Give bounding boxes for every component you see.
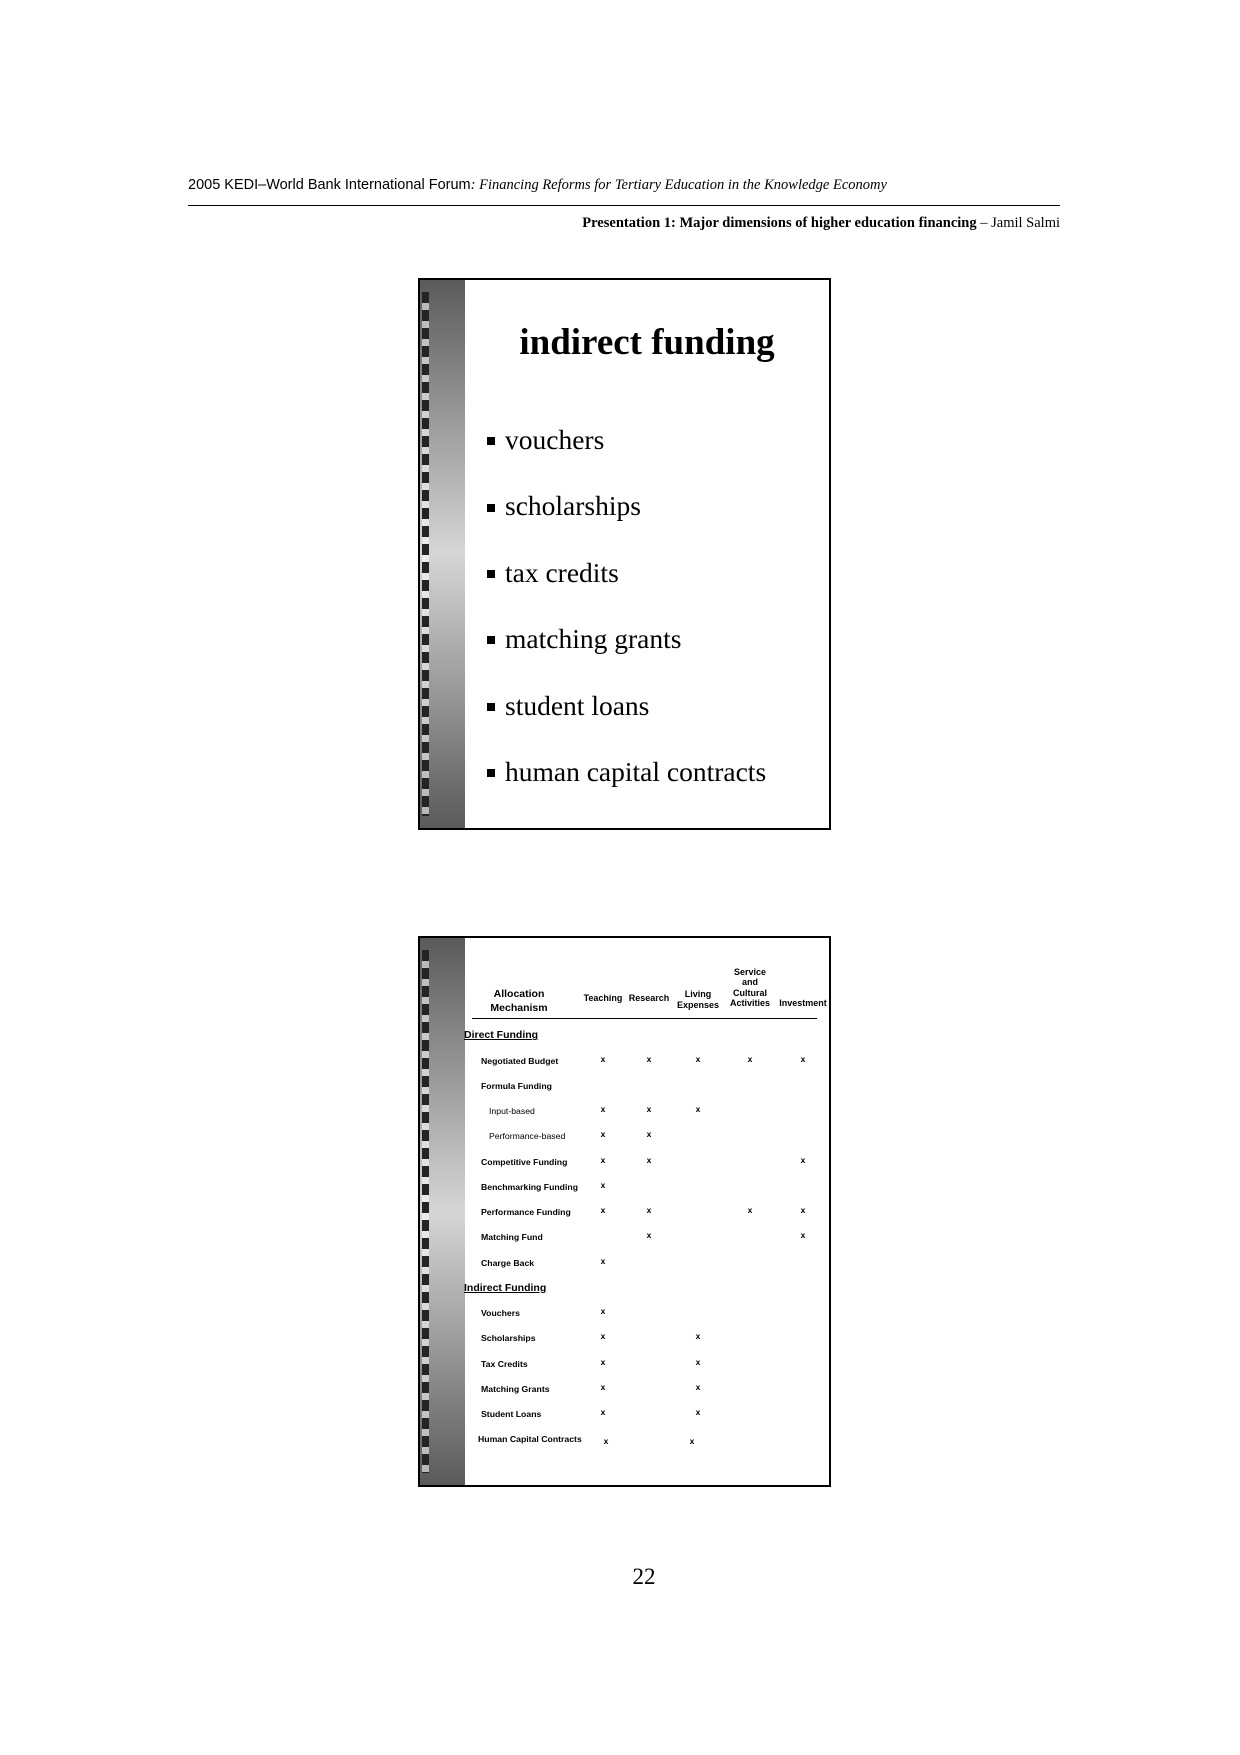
- bullet-item: [420, 673, 829, 739]
- row-label: Formula Funding: [481, 1080, 552, 1091]
- table-row: [420, 1150, 829, 1175]
- mark-teaching: x: [600, 1306, 606, 1317]
- forum-name: 2005 KEDI–World Bank International Forum: [188, 177, 471, 193]
- table-row: [420, 1326, 829, 1351]
- row-label: Scholarships: [481, 1333, 536, 1344]
- header-line: Research: [628, 992, 670, 1003]
- slide-indirect-funding: [418, 278, 831, 830]
- row-label: Matching Fund: [481, 1232, 543, 1243]
- header-underline: [472, 1018, 817, 1019]
- bullet-text: scholarships: [505, 490, 641, 522]
- column-header-living-expenses: [675, 989, 721, 1011]
- mark-investment: x: [800, 1230, 806, 1241]
- mark-teaching: x: [600, 1205, 606, 1216]
- header-line: and: [741, 977, 758, 988]
- table-row: [420, 1402, 829, 1427]
- mark-teaching: x: [600, 1331, 606, 1342]
- mark-service-cultural: x: [747, 1053, 753, 1064]
- mark-living-expenses: x: [695, 1104, 701, 1115]
- mark-teaching: x: [600, 1154, 606, 1165]
- mark-living-expenses: x: [695, 1356, 701, 1367]
- mark-living-expenses: x: [695, 1407, 701, 1418]
- bullet-square-icon: [487, 636, 495, 644]
- table-row: [420, 1352, 829, 1377]
- table-row: [420, 1074, 829, 1099]
- row-label: Student Loans: [481, 1409, 542, 1420]
- table-section-row: [420, 1023, 829, 1048]
- mark-research: x: [646, 1154, 652, 1165]
- bullet-square-icon: [487, 504, 495, 512]
- header-line: Cultural: [732, 987, 767, 998]
- mark-service-cultural: x: [747, 1205, 753, 1216]
- row-label: Tax Credits: [481, 1358, 528, 1369]
- mark-teaching: x: [600, 1356, 606, 1367]
- section-label: Direct Funding: [464, 1029, 539, 1042]
- bullet-text: human capital contracts: [505, 755, 767, 787]
- mark-research: x: [646, 1129, 652, 1140]
- table-row: [420, 1099, 829, 1124]
- bullet-text: vouchers: [505, 424, 605, 455]
- header-rule: [188, 205, 1060, 206]
- row-label: Vouchers: [481, 1308, 520, 1319]
- bullet-square-icon: [487, 769, 495, 777]
- mark-living-expenses: x: [695, 1331, 701, 1342]
- column-header-service-cultural: [725, 967, 775, 1009]
- table-row: [420, 1427, 829, 1452]
- mark-investment: x: [800, 1053, 806, 1064]
- column-header-teaching: [580, 993, 626, 1004]
- table-row: [420, 1251, 829, 1276]
- bullet-item: [420, 606, 829, 672]
- bullet-list: [420, 407, 829, 805]
- table-row: [420, 1225, 829, 1250]
- table-row: [420, 1049, 829, 1074]
- header-line: Living: [684, 988, 712, 999]
- bullet-text: student loans: [505, 689, 650, 721]
- mark-living-expenses: x: [695, 1381, 701, 1392]
- mark-teaching: x: [603, 1436, 609, 1447]
- bullet-item: [420, 407, 829, 473]
- row-label: Human Capital Contracts: [478, 1434, 582, 1445]
- table-row: [420, 1377, 829, 1402]
- row-label: Negotiated Budget: [481, 1055, 559, 1066]
- mark-living-expenses: x: [695, 1053, 701, 1064]
- mark-teaching: x: [600, 1255, 606, 1266]
- mark-teaching: x: [600, 1179, 606, 1190]
- table-row: [420, 1175, 829, 1200]
- presentation-title: Presentation 1: Major dimensions of higher education financing: [582, 215, 977, 231]
- bullet-item: [420, 540, 829, 606]
- slide-title: indirect funding: [519, 322, 775, 363]
- allocation-table-body: [420, 1023, 829, 1452]
- row-label: Performance Funding: [481, 1207, 571, 1218]
- table-row: [420, 1124, 829, 1149]
- table-row: [420, 1200, 829, 1225]
- bullet-square-icon: [487, 437, 495, 445]
- row-label: Performance-based: [489, 1131, 566, 1142]
- bullet-item: [420, 473, 829, 539]
- bullet-text: tax credits: [505, 556, 619, 588]
- slide-allocation-table: [418, 936, 831, 1487]
- forum-subtitle: : Financing Reforms for Tertiary Education in the Knowledge Economy: [470, 177, 887, 193]
- row-label: Input-based: [489, 1106, 535, 1117]
- header-line: Mechanism: [490, 1001, 548, 1014]
- page-number: 22: [632, 1564, 656, 1589]
- bullet-item: [420, 739, 829, 805]
- row-label: Benchmarking Funding: [481, 1181, 579, 1192]
- table-section-row: [420, 1276, 829, 1301]
- header-line: Expenses: [676, 999, 720, 1010]
- mark-investment: x: [800, 1205, 806, 1216]
- mark-teaching: x: [600, 1104, 606, 1115]
- presentation-header: [582, 215, 1060, 232]
- mark-teaching: x: [600, 1129, 606, 1140]
- row-label: Matching Grants: [481, 1383, 550, 1394]
- section-label: Indirect Funding: [464, 1281, 547, 1294]
- mark-teaching: x: [600, 1407, 606, 1418]
- column-header-allocation-mechanism: [474, 988, 564, 1015]
- mark-research: x: [646, 1230, 652, 1241]
- table-row: [420, 1301, 829, 1326]
- mark-research: x: [646, 1104, 652, 1115]
- mark-research: x: [646, 1205, 652, 1216]
- presentation-author: – Jamil Salmi: [980, 215, 1060, 231]
- bullet-square-icon: [487, 703, 495, 711]
- header-line: Allocation: [493, 988, 545, 1000]
- header-line: Investment: [779, 997, 827, 1008]
- mark-investment: x: [800, 1154, 806, 1165]
- row-label: Charge Back: [481, 1257, 535, 1268]
- mark-teaching: x: [600, 1381, 606, 1392]
- mark-research: x: [646, 1053, 652, 1064]
- mark-teaching: x: [600, 1053, 606, 1064]
- column-header-investment: [777, 998, 829, 1009]
- header-line: Activities: [729, 998, 771, 1009]
- bullet-square-icon: [487, 570, 495, 578]
- running-header: [188, 177, 887, 194]
- column-header-research: [626, 993, 672, 1004]
- row-label: Competitive Funding: [481, 1156, 568, 1167]
- header-line: Teaching: [583, 992, 623, 1003]
- bullet-text: matching grants: [505, 623, 682, 655]
- mark-living-expenses: x: [689, 1436, 695, 1447]
- header-line: Service: [733, 967, 767, 977]
